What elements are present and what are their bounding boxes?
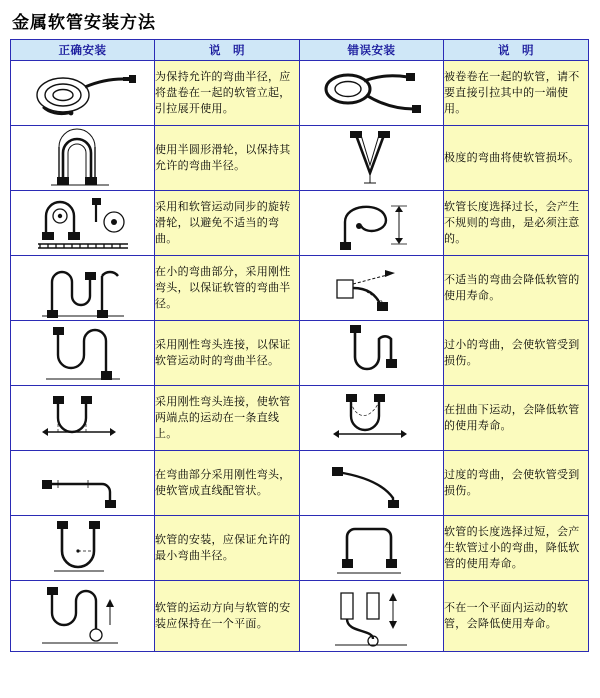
- figure-correct-semicircular-guide-pulley: [11, 126, 155, 191]
- column-header-correct-description: 说 明: [155, 40, 300, 61]
- description-correct: 采用刚性弯头连接，使软管两端点的运动在一条直线上。: [155, 386, 300, 451]
- description-correct: 软管的运动方向与软管的安装应保持在一个平面。: [155, 581, 300, 652]
- figure-wrong-too-tight-bend-loop: [300, 321, 444, 386]
- figure-correct-straight-piping-with-elbow: [11, 451, 155, 516]
- figure-wrong-out-of-plane-motion-hose: [300, 581, 444, 652]
- table-row: [11, 126, 589, 191]
- figure-correct-rigid-elbow-u-loop: [11, 321, 155, 386]
- figure-correct-rotating-pulley-with-chain: [11, 191, 155, 256]
- figure-wrong-excessive-bend-straight-pipe: [300, 451, 444, 516]
- header-row: [11, 40, 589, 61]
- description-wrong: 在扭曲下运动，会降低软管的使用寿命。: [444, 386, 589, 451]
- figure-wrong-sharp-v-bend-hose: [300, 126, 444, 191]
- figure-correct-same-plane-motion-s-bend: [11, 581, 155, 652]
- table-row: [11, 386, 589, 451]
- description-wrong: 软管长度选择过长，会产生不规则的弯曲，是必须注意的。: [444, 191, 589, 256]
- figure-correct-minimum-bend-radius-u: [11, 516, 155, 581]
- table-row: [11, 451, 589, 516]
- figure-wrong-too-long-hose-square-bend: [300, 516, 444, 581]
- figure-correct-coiled-hose-standing-roll: [11, 61, 155, 126]
- table-body: [11, 61, 589, 652]
- description-wrong: 极度的弯曲将使软管损坏。: [444, 126, 589, 191]
- table-row: [11, 191, 589, 256]
- page-title: 金属软管安装方法: [12, 13, 156, 33]
- description-wrong: 过小的弯曲，会使软管受到损伤。: [444, 321, 589, 386]
- figure-correct-rigid-elbow-straight-line-motion: [11, 386, 155, 451]
- table-header: [11, 40, 589, 61]
- table-row: [11, 581, 589, 652]
- description-wrong: 软管的长度选择过短，会产生软管过小的弯曲，降低软管的使用寿命。: [444, 516, 589, 581]
- description-correct: 采用刚性弯头连接，以保证软管运动时的弯曲半径。: [155, 321, 300, 386]
- table-row: [11, 321, 589, 386]
- table-row: [11, 61, 589, 126]
- figure-wrong-coiled-hose-pulled-straight: [300, 61, 444, 126]
- figure-wrong-improper-bend-at-fitting: [300, 256, 444, 321]
- hose-installation-table: [10, 39, 589, 652]
- column-header-wrong-description: 说 明: [444, 40, 589, 61]
- column-header-correct-install: 正确安装: [11, 40, 155, 61]
- description-correct: 使用半圆形滑轮，以保持其允许的弯曲半径。: [155, 126, 300, 191]
- description-wrong: 不适当的弯曲会降低软管的使用寿命。: [444, 256, 589, 321]
- description-correct: 为保持允许的弯曲半径，应将盘卷在一起的软管立起，引拉展开使用。: [155, 61, 300, 126]
- description-correct: 在弯曲部分采用刚性弯头，使软管成直线配管状。: [155, 451, 300, 516]
- description-wrong: 被卷卷在一起的软管，请不要直接引拉其中的一端使用。: [444, 61, 589, 126]
- figure-wrong-torsion-u-bend: [300, 386, 444, 451]
- description-correct: 采用和软管运动同步的旋转滑轮，以避免不适当的弯曲。: [155, 191, 300, 256]
- column-header-wrong-install: 错误安装: [300, 40, 444, 61]
- description-correct: 在小的弯曲部分，采用刚性弯头，以保证软管的弯曲半径。: [155, 256, 300, 321]
- figure-wrong-too-long-hose-irregular-bend: [300, 191, 444, 256]
- table-row: [11, 516, 589, 581]
- figure-correct-rigid-elbow-small-bend: [11, 256, 155, 321]
- description-correct: 软管的安装，应保证允许的最小弯曲半径。: [155, 516, 300, 581]
- table-row: [11, 256, 589, 321]
- description-wrong: 过度的弯曲，会使软管受到损伤。: [444, 451, 589, 516]
- description-wrong: 不在一个平面内运动的软管，会降低使用寿命。: [444, 581, 589, 652]
